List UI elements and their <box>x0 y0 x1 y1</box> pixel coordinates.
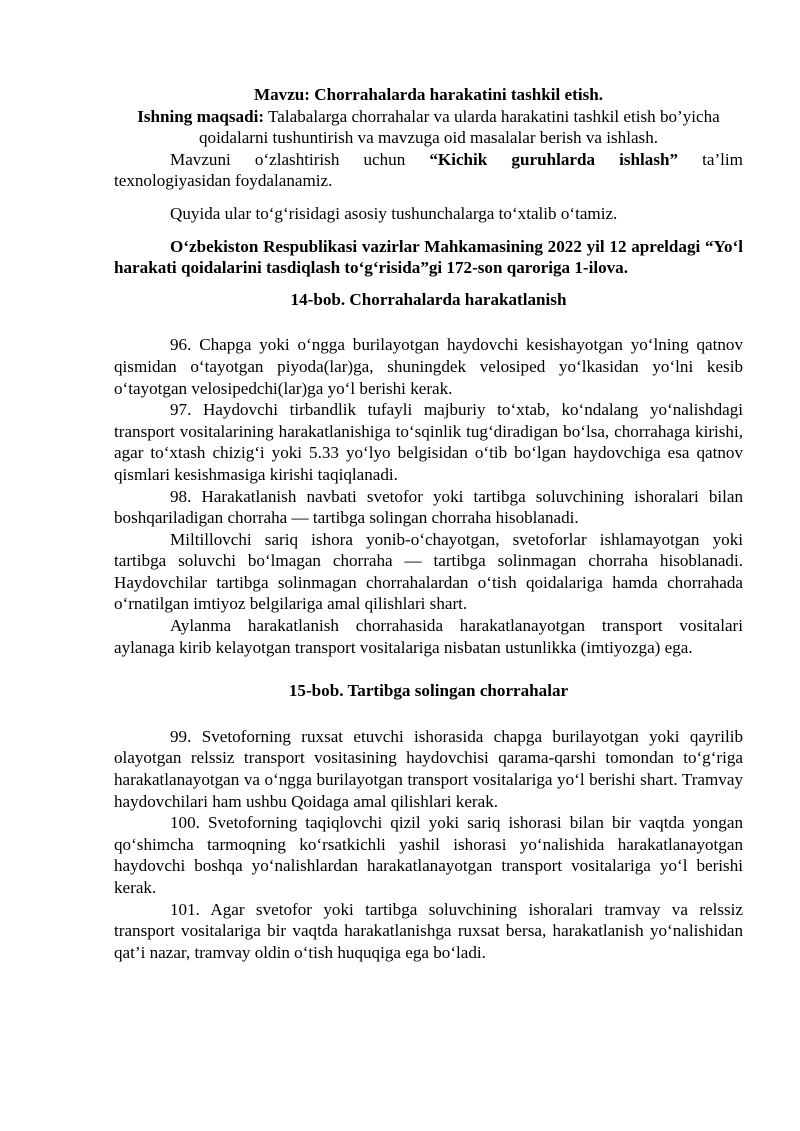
intro-paragraph-1 <box>114 149 743 192</box>
chapter-15-paragraph: 100. Svetoforning taqiqlovchi qizil yoki sariq ishorasi bilan bir vaqtda yongan qo‘shimcha tarmoqning ko‘rsatkichli yashil ishorasi yo‘nalishida harakatlanayotgan haydovchi boshqa yo‘nalishlardan harakatlanayotgan transport vositalariga yo‘l berishi kerak. <box>114 813 743 897</box>
aim-paragraph <box>114 106 743 149</box>
chapter-14-paragraph: Aylanma harakatlanish chorrahasida harakatlanayotgan transport vositalari aylanaga kirib kelayotgan transport vositalariga nisbatan ustunlikka (imtiyozga) ega. <box>114 616 743 657</box>
chapter-14-paragraph: 98. Harakatlanish navbati svetofor yoki tartibga soluvchining ishoralari bilan boshqariladigan chorraha — tartibga solingan chorraha hisoblanadi. <box>114 486 743 528</box>
chapter-14-title: 14-bob. Chorrahalarda harakatlanish <box>290 289 567 309</box>
aim-text: Talabalarga chorrahalar va ularda harakatini tashkil etish bo’yicha qoidalarni tushuntirish va mavzuga oid masalalar berish va ishlash. <box>198 106 720 148</box>
intro-p1-bold: “Kichik guruhlarda ishlash” <box>429 149 679 169</box>
appendix-reference: O‘zbekiston Respublikasi vazirlar Mahkamasining 2022 yil 12 apreldagi “Yo‘l harakati qoidalarini tasdiqlash to‘g‘risida”gi 172-son qaroriga 1-ilova. <box>114 236 743 278</box>
chapter-14-paragraph: Miltillovchi sariq ishora yonib-o‘chayotgan, svetoforlar ishlamayotgan yoki tartibga soluvchi bo‘lmagan chorraha — tartibga solinmagan chorraha hisoblanadi. Haydovchilar tartibga solinmagan chorrahalardan o‘tish qoidalariga hamda chorrahada o‘rnatilgan imtiyoz belgilariga amal qilishlari shart. <box>114 529 743 614</box>
chapter-14-paragraph: 96. Chapga yoki o‘ngga burilayotgan haydovchi kesishayotgan yo‘lning qatnov qismidan o‘tayotgan piyoda(lar)ga, shuningdek velosiped yo‘lkasidan yo‘lni kesib o‘tayotgan velosipedchi(lar)ga yo‘l berishi kerak. <box>114 335 743 398</box>
chapter-15-paragraph: 101. Agar svetofor yoki tartibga soluvchining ishoralari tramvay va relssiz transport vositalariga bir vaqtda harakatlanishga ruxsat bersa, harakatlanish yo‘nalishidan qat’i nazar, tramvay oldin o‘tish huquqiga ega bo‘ladi. <box>114 899 743 962</box>
intro-p1-before: Mavzuni o‘zlashtirish uchun <box>170 149 430 169</box>
chapter-14-paragraph: 97. Haydovchi tirbandlik tufayli majburiy to‘xtab, ko‘ndalang yo‘nalishdagi transport vositalarining harakatlanishiga to‘sqinlik tug‘diradigan bo‘lsa, chorrahaga kirishi, agar to‘xtash chizig‘i yoki 5.33 yo‘lyo belgisidan o‘tib bo‘lgan haydovchiga esa qatnov qismlari kesishmasiga kirishi taqiqlanadi. <box>114 400 743 484</box>
chapter-15-title: 15-bob. Tartibga solingan chorrahalar <box>288 681 569 701</box>
intro-p1-after: ta’lim texnologiyasidan foydalanamiz. <box>114 149 743 191</box>
topic-heading: Mavzu: Chorrahalarda harakatini tashkil etish. <box>253 85 604 104</box>
chapter-15-paragraph: 99. Svetoforning ruxsat etuvchi ishorasida chapga burilayotgan yoki qayrilib olayotgan relssiz transport vositasining haydovchisi qarama-qarshi tomondan to‘g‘riga harakatlanayotgan va o‘ngga burilayotgan transport vositalariga yo‘l berishi shart. Tramvay haydovchilari ham ushbu Qoidaga amal qilishlari kerak. <box>114 726 743 811</box>
aim-label: Ishning maqsadi: <box>137 106 265 126</box>
intro-paragraph-2: Quyida ular to‘g‘risidagi asosiy tushunchalarga to‘xtalib o‘tamiz. <box>170 203 618 223</box>
